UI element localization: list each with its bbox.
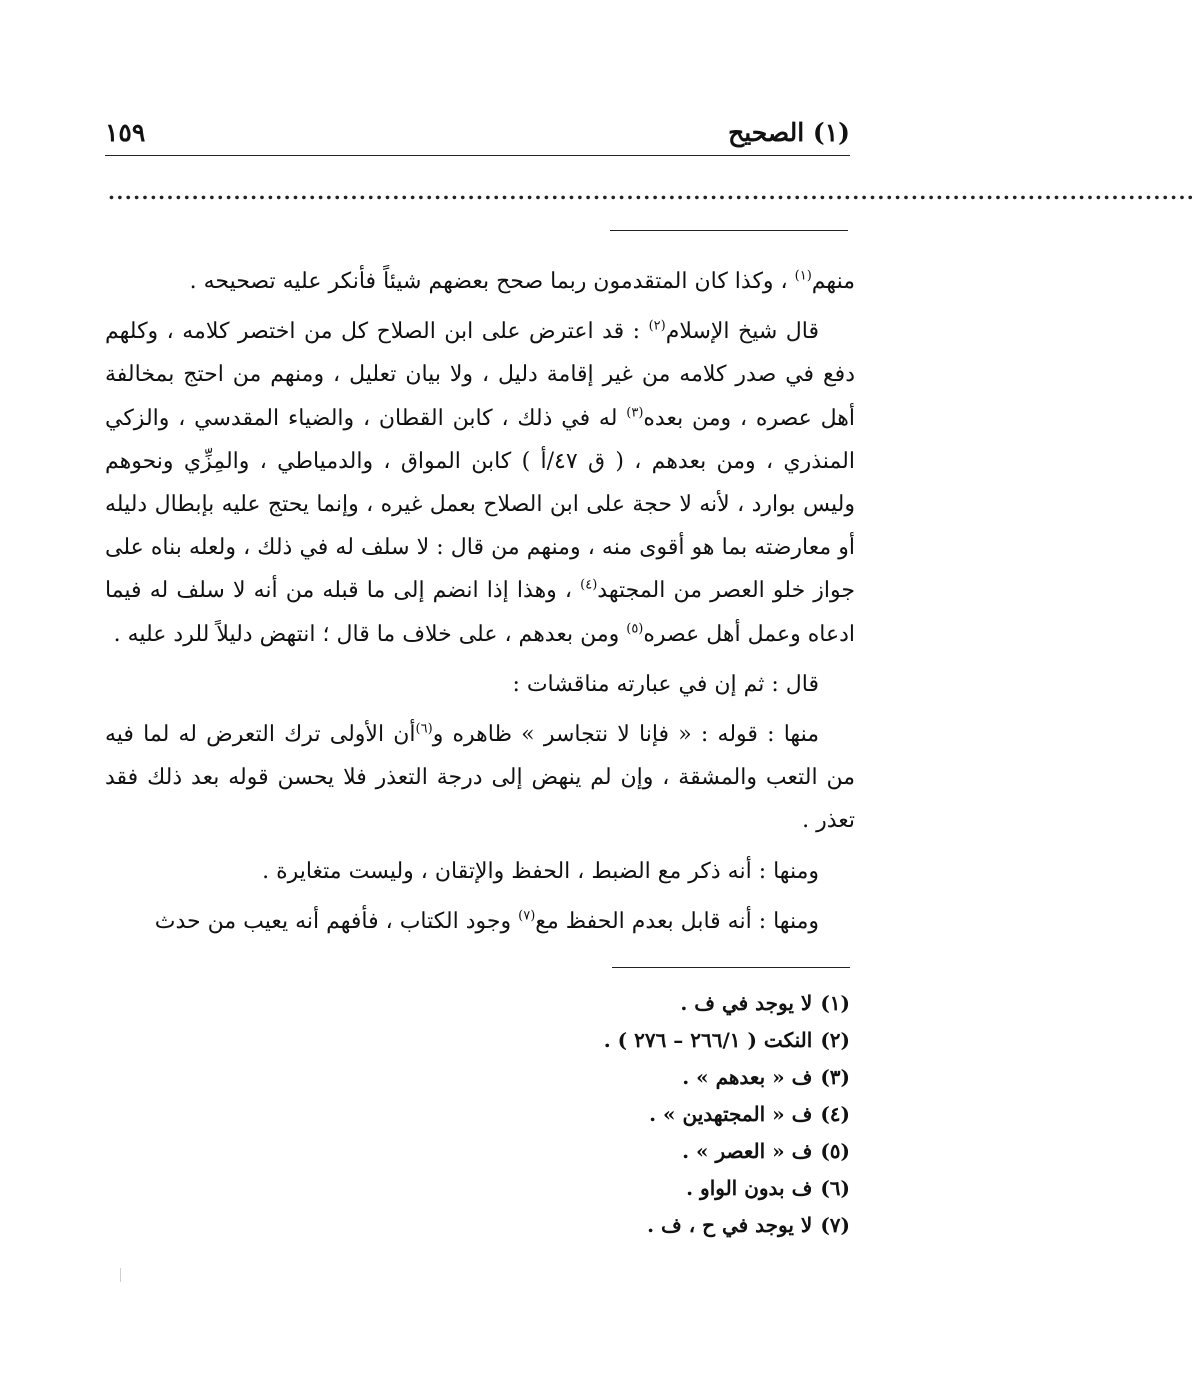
footnote-rule (612, 967, 850, 968)
footnote-ref-5: (٥) (626, 621, 644, 637)
paragraph-6: ومنها : أنه قابل بعدم الحفظ مع$^{(٧)}$ وجود الكتاب ، فأفهم أنه يعيب من حدث (154, 908, 819, 934)
footnote-ref-7: (٧) (518, 908, 536, 924)
running-header (105, 118, 850, 158)
footnote-number: (٧) (820, 1213, 850, 1237)
footnote-text: ف « المجتهدين » . (649, 1102, 813, 1126)
footnote-text: ف بدون الواو . (686, 1176, 813, 1200)
footnote-ref-2: (٢) (648, 318, 666, 334)
paragraph-3: قال : ثم إن في عبارته مناقشات : (512, 671, 819, 697)
footnote-text: النكت ( ٢٦٦/١ – ٢٧٦ ) . (603, 1028, 813, 1052)
footnote-text: لا يوجد في ف . (680, 991, 813, 1015)
footnote (300, 1133, 850, 1170)
footnote-number: (٥) (820, 1139, 850, 1163)
paragraph-1: منهم$^{(١)}$ ، وكذا كان المتقدمون ربما صحح بعضهم شيئاً فأنكر عليه تصحيحه . (189, 268, 855, 294)
footnote (300, 1022, 850, 1059)
footnote-number: (٢) (820, 1028, 850, 1052)
footnote (300, 985, 850, 1022)
footnote-ref-1: (١) (794, 268, 812, 284)
chapter-title: (١) الصحيح (728, 118, 850, 147)
footnote (300, 1170, 850, 1207)
footnote-ref-6: (٦) (415, 721, 433, 737)
footnotes (300, 985, 850, 1244)
footnote (300, 1096, 850, 1133)
footnote-number: (١) (820, 991, 850, 1015)
footnote-text: ف « بعدهم » . (682, 1065, 813, 1089)
paragraph-4: منها : قوله : « فإنا لا نتجاسر » ظاهره و$^{(٦)}$أن الأولى ترك التعرض له لما فيه من التعب والمشقة ، وإن لم ينهض إلى درجة التعذر فلا يحسن قوله بعد ذلك فقد تعذر . (105, 721, 855, 834)
header-rule (105, 155, 850, 156)
footnote-text: ف « العصر » . (682, 1139, 813, 1163)
main-text (105, 260, 855, 943)
footnote-number: (٦) (820, 1176, 850, 1200)
footnote (300, 1059, 850, 1096)
footnote-ref-3: (٣) (626, 405, 644, 421)
page-number: ١٥٩ (105, 118, 146, 147)
section-rule (610, 230, 848, 231)
footnote-text: لا يوجد في ح ، ف . (647, 1213, 813, 1237)
footnote-number: (٤) (820, 1102, 850, 1126)
footnote-number: (٣) (820, 1065, 850, 1089)
footnote (300, 1207, 850, 1244)
paragraph-5: ومنها : أنه ذكر مع الضبط ، الحفظ والإتقان ، وليست متغايرة . (262, 858, 819, 884)
dotted-separator: .................................................................................................................................. (108, 180, 1195, 204)
scan-mark (120, 1268, 122, 1282)
footnote-ref-4: (٤) (580, 578, 598, 594)
paragraph-2: قال شيخ الإسلام$^{(٢)}$ : قد اعترض على ابن الصلاح كل من اختصر كلامه ، وكلهم دفع في صدر كلامه من غير إقامة دليل ، ولا بيان تعليل ، ومنهم من احتج بمخالفة أهل عصره ، ومن بعده$^{(٣)}$ له في ذلك ، كابن القطان ، والضياء المقدسي ، والزكي المنذري ، ومن بعدهم ، ( ق ٤٧/أ ) كابن المواق ، والدمياطي ، والمِزِّي ونحوهم وليس بوارد ، لأنه لا حجة على ابن الصلاح بعمل غيره ، وإنما يحتج عليه بإبطال دليله أو معارضته بما هو أقوى منه ، ومنهم من قال : لا سلف له في ذلك ، ولعله بناه على جواز خلو العصر من المجتهد$^{(٤)}$ ، وهذا إذا انضم إلى ما قبله من أنه لا سلف له فيما ادعاه وعمل أهل عصره$^{(٥)}$ ومن بعدهم ، على خلاف ما قال ؛ انتهض دليلاً للرد عليه . (105, 318, 855, 647)
